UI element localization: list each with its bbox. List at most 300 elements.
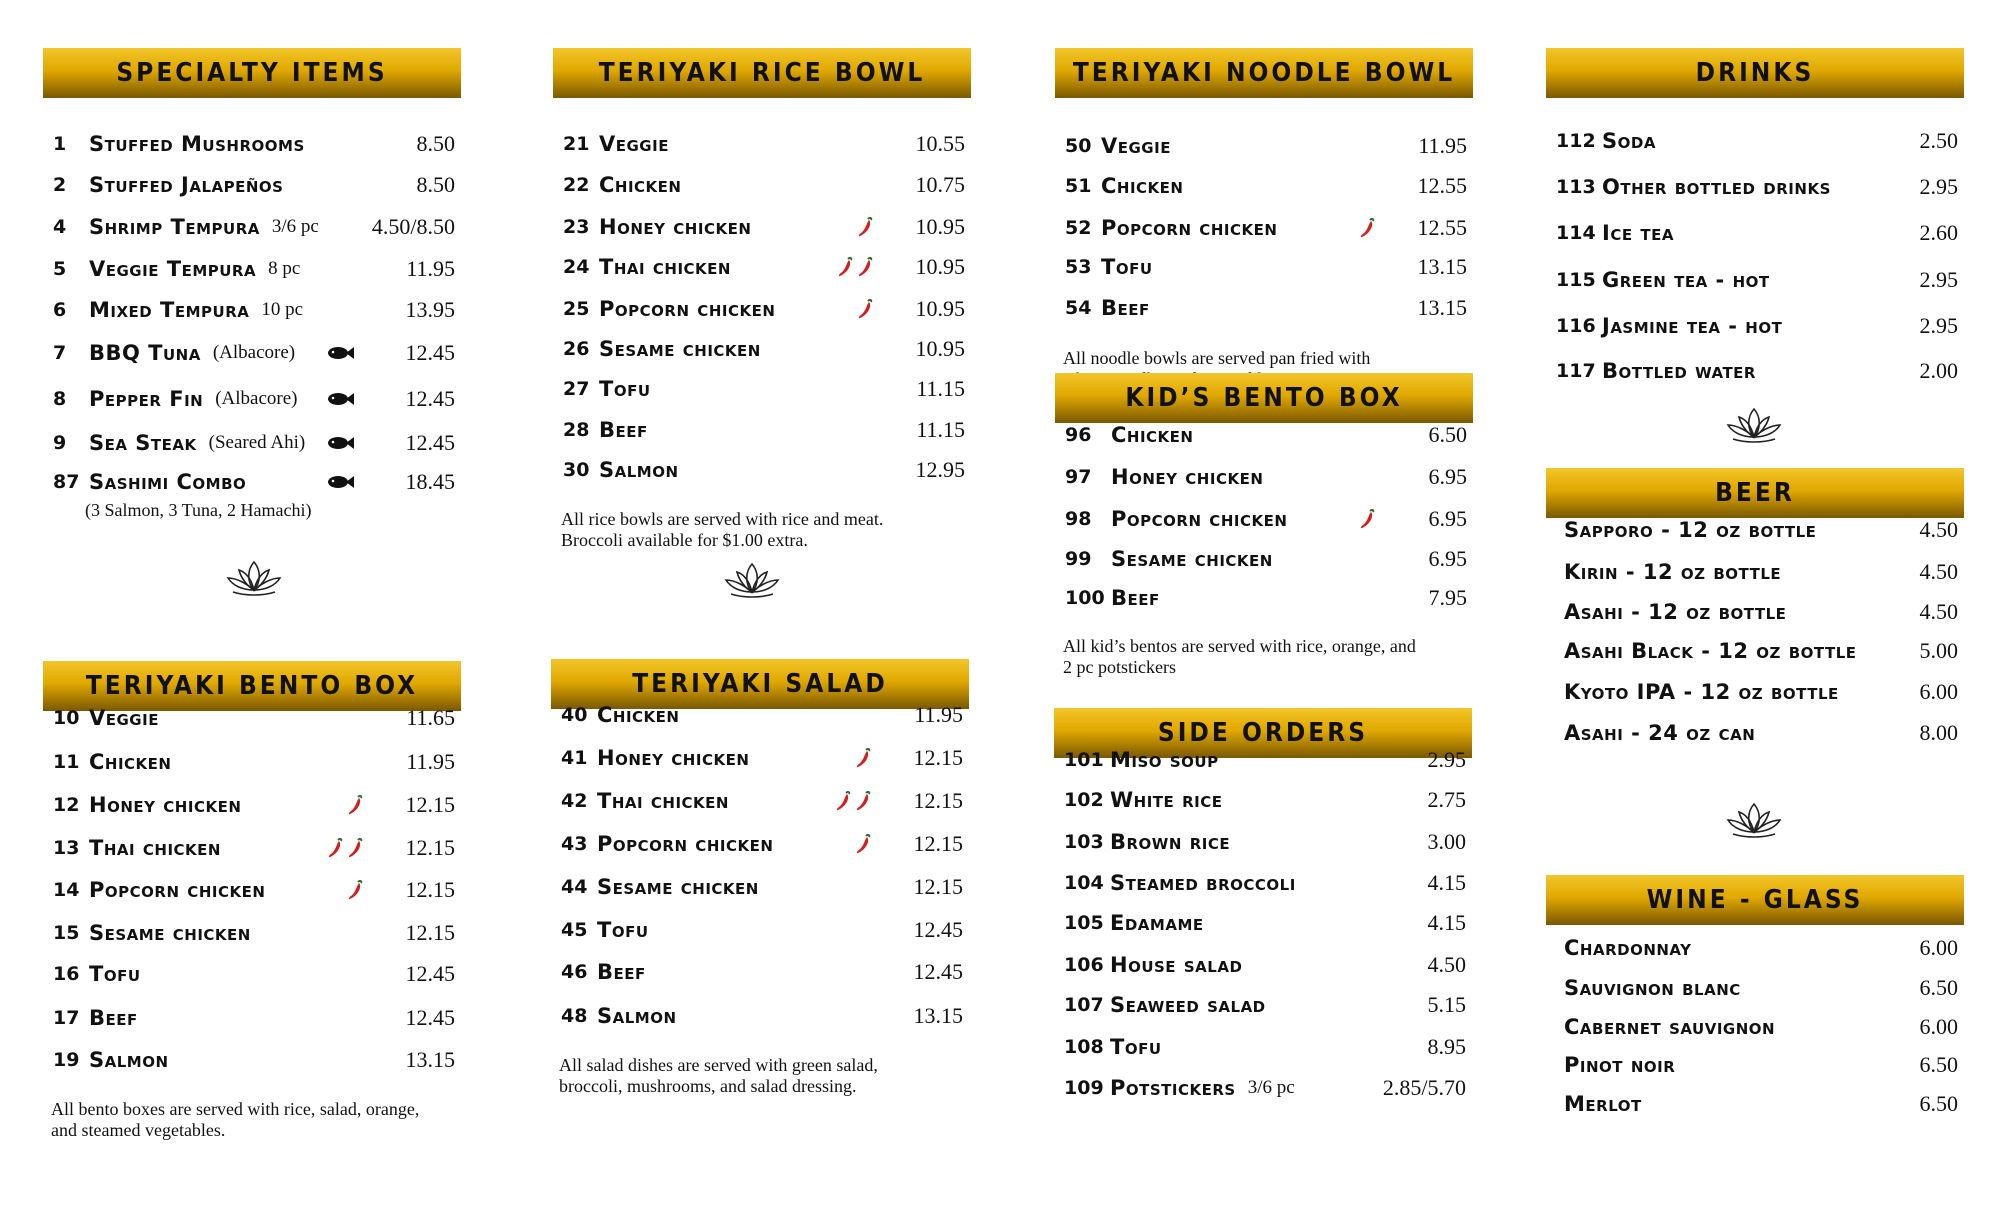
item-number: 54 xyxy=(1065,297,1092,319)
item-price: 12.15 xyxy=(405,877,455,902)
item-price: 8.00 xyxy=(1919,720,1958,745)
menu-item xyxy=(1064,824,1472,860)
item-price: 6.00 xyxy=(1919,935,1958,960)
section-note: (3 Salmon, 3 Tuna, 2 Hamachi) xyxy=(85,500,312,520)
item-price: 3.00 xyxy=(1427,829,1466,854)
chili-pepper-icon xyxy=(1359,508,1377,530)
item-number: 112 xyxy=(1556,130,1596,152)
menu-item xyxy=(53,915,461,951)
item-name: Chicken xyxy=(1111,423,1194,447)
section-note: All salad dishes are served with green salad, broccoli, mushrooms, and salad dressing. xyxy=(559,1055,878,1096)
section-side-orders xyxy=(1054,708,1472,1100)
item-price: 12.15 xyxy=(405,835,455,860)
item-name: Sesame chicken xyxy=(599,337,761,361)
chili-pepper-icon xyxy=(347,794,365,816)
item-number: 40 xyxy=(561,704,588,726)
item-name: House salad xyxy=(1110,953,1243,977)
item-name: Potstickers xyxy=(1110,1076,1236,1100)
item-number: 51 xyxy=(1065,175,1092,197)
item-price: 2.95 xyxy=(1919,267,1958,292)
item-name: Green tea - hot xyxy=(1602,268,1770,292)
item-name: White rice xyxy=(1110,788,1223,812)
item-name: Other bottled drinks xyxy=(1602,175,1831,199)
item-price: 10.95 xyxy=(915,296,965,321)
item-price: 6.00 xyxy=(1919,679,1958,704)
item-portion: (Albacore) xyxy=(215,388,298,409)
item-price: 6.95 xyxy=(1428,464,1467,489)
item-price: 12.15 xyxy=(913,831,963,856)
item-price: 4.15 xyxy=(1427,870,1466,895)
menu-item xyxy=(1556,353,1964,389)
item-number: 52 xyxy=(1065,217,1092,239)
item-number: 101 xyxy=(1064,749,1104,771)
item-number: 99 xyxy=(1065,548,1092,570)
menu-item xyxy=(561,783,969,819)
item-portion: 3/6 pc xyxy=(271,216,319,237)
item-name: Salmon xyxy=(599,458,679,482)
item-price: 12.45 xyxy=(405,430,455,455)
menu-item xyxy=(563,412,971,448)
item-name: Tofu xyxy=(1110,1035,1162,1059)
item-number: 43 xyxy=(561,833,588,855)
section-title: SIDE ORDERS xyxy=(1054,708,1472,758)
item-name: Honey chicken xyxy=(1111,465,1264,489)
section-note: All rice bowls are served with rice and meat. Broccoli available for $1.00 extra. xyxy=(561,509,884,550)
menu-item xyxy=(561,869,969,905)
item-price: 4.50 xyxy=(1919,599,1958,624)
item-price: 12.95 xyxy=(915,457,965,482)
item-name: Salmon xyxy=(597,1004,677,1028)
item-name: Popcorn chicken xyxy=(1111,507,1288,531)
item-name: Honey chicken xyxy=(599,215,752,239)
fish-icon xyxy=(327,345,355,361)
item-price: 12.45 xyxy=(405,1005,455,1030)
item-name: Miso soup xyxy=(1110,748,1219,772)
item-name: Thai chicken xyxy=(597,789,729,813)
item-number: 23 xyxy=(563,216,590,238)
chili-pepper-icon xyxy=(835,790,873,812)
item-price: 5.15 xyxy=(1427,992,1466,1017)
item-name: Asahi - 24 oz can xyxy=(1564,721,1756,745)
item-name: Tofu xyxy=(1101,255,1153,279)
item-name: Sesame chicken xyxy=(1111,547,1273,571)
menu-item xyxy=(53,167,461,203)
menu-item xyxy=(1065,501,1473,537)
item-price: 6.95 xyxy=(1428,546,1467,571)
menu-item xyxy=(1065,541,1473,577)
item-number: 114 xyxy=(1556,222,1596,244)
menu-item xyxy=(53,251,461,287)
section-note: All bento boxes are served with rice, salad, orange, and steamed vegetables. xyxy=(51,1099,420,1140)
item-name: Sauvignon blanc xyxy=(1564,976,1741,1000)
item-number: 102 xyxy=(1064,789,1104,811)
item-price: 10.95 xyxy=(915,254,965,279)
item-name: Popcorn chicken xyxy=(599,297,776,321)
item-number: 96 xyxy=(1065,424,1092,446)
item-number: 30 xyxy=(563,459,590,481)
item-name: Asahi Black - 12 oz bottle xyxy=(1564,639,1857,663)
item-price: 11.95 xyxy=(1418,133,1467,158)
chili-pepper-icon xyxy=(1359,217,1377,239)
menu-item xyxy=(563,452,971,488)
item-number: 108 xyxy=(1064,1036,1104,1058)
item-price: 11.15 xyxy=(916,376,965,401)
chili-pepper-icon xyxy=(855,833,873,855)
menu-item xyxy=(53,464,461,500)
item-price: 13.15 xyxy=(1417,254,1467,279)
item-name: Sapporo - 12 oz bottle xyxy=(1564,518,1817,542)
item-number: 97 xyxy=(1065,466,1092,488)
chili-pepper-icon xyxy=(347,879,365,901)
item-name: Brown rice xyxy=(1110,830,1231,854)
menu-item xyxy=(53,787,461,823)
item-price: 12.45 xyxy=(405,961,455,986)
item-price: 6.00 xyxy=(1919,1014,1958,1039)
item-name: Stuffed Jalapeños xyxy=(89,173,284,197)
section-teriyaki-noodle-bowl xyxy=(1055,48,1473,368)
item-price: 2.75 xyxy=(1427,787,1466,812)
item-number: 13 xyxy=(53,837,80,859)
item-number: 109 xyxy=(1064,1077,1104,1099)
item-price: 4.50 xyxy=(1919,559,1958,584)
item-number: 117 xyxy=(1556,360,1596,382)
item-price: 6.50 xyxy=(1919,1091,1958,1116)
item-name: Mixed Tempura xyxy=(89,298,250,322)
item-number: 10 xyxy=(53,707,80,729)
item-number: 53 xyxy=(1065,256,1092,278)
item-price: 6.95 xyxy=(1428,506,1467,531)
item-name: Chicken xyxy=(89,750,172,774)
menu-item xyxy=(563,331,971,367)
menu-item xyxy=(563,371,971,407)
item-number: 48 xyxy=(561,1005,588,1027)
item-portion: (Albacore) xyxy=(212,342,296,363)
item-number: 4 xyxy=(53,216,67,238)
menu-item xyxy=(1065,168,1473,204)
menu-item xyxy=(1558,970,1964,1006)
menu-item xyxy=(563,126,971,162)
item-number: 21 xyxy=(563,133,590,155)
menu-item xyxy=(1556,123,1964,159)
item-name: Stuffed Mushrooms xyxy=(89,132,305,156)
fish-icon xyxy=(327,391,355,407)
chili-pepper-icon xyxy=(855,747,873,769)
menu-item xyxy=(1064,742,1472,778)
fish-icon xyxy=(327,435,355,451)
item-price: 8.50 xyxy=(416,172,455,197)
section-wine-glass xyxy=(1546,875,1964,1116)
item-name: Salmon xyxy=(89,1048,169,1072)
menu-item xyxy=(53,700,461,736)
menu-item xyxy=(1064,1070,1472,1106)
menu-item xyxy=(53,872,461,908)
item-number: 5 xyxy=(53,258,67,280)
item-name: Tofu xyxy=(597,918,649,942)
item-price: 2.85/5.70 xyxy=(1382,1075,1466,1100)
item-name: Beef xyxy=(89,1006,138,1030)
item-number: 116 xyxy=(1556,315,1596,337)
item-name: Asahi - 12 oz bottle xyxy=(1564,600,1787,624)
section-title: TERIYAKI RICE BOWL xyxy=(553,48,971,98)
item-price: 2.00 xyxy=(1919,358,1958,383)
fish-icon xyxy=(327,474,355,490)
item-name: Chicken xyxy=(597,703,680,727)
menu-item xyxy=(1064,782,1472,818)
menu-item xyxy=(1556,169,1964,205)
chili-pepper-icon xyxy=(857,298,875,320)
menu-item xyxy=(53,1042,461,1078)
chili-pepper-icon xyxy=(857,216,875,238)
menu-item xyxy=(53,381,461,417)
item-name: BBQ Tuna xyxy=(89,341,201,365)
item-number: 6 xyxy=(53,299,67,321)
item-price: 6.50 xyxy=(1919,1052,1958,1077)
item-price: 6.50 xyxy=(1428,422,1467,447)
item-portion: 8 pc xyxy=(268,258,301,279)
item-number: 50 xyxy=(1065,135,1092,157)
item-portion: 10 pc xyxy=(261,299,304,320)
item-name: Soda xyxy=(1602,129,1656,153)
menu-item xyxy=(1556,308,1964,344)
item-number: 105 xyxy=(1064,912,1104,934)
item-number: 113 xyxy=(1556,176,1596,198)
item-price: 13.15 xyxy=(405,1047,455,1072)
section-note: All kid’s bentos are served with rice, orange, and 2 pc potstickers xyxy=(1063,636,1416,677)
section-title: TERIYAKI NOODLE BOWL xyxy=(1055,48,1473,98)
menu-item xyxy=(53,1000,461,1036)
item-price: 4.15 xyxy=(1427,910,1466,935)
item-number: 42 xyxy=(561,790,588,812)
menu-item xyxy=(1556,262,1964,298)
menu-item xyxy=(1064,905,1472,941)
item-name: Sashimi Combo xyxy=(89,470,247,494)
item-price: 2.95 xyxy=(1919,313,1958,338)
menu-item xyxy=(1065,128,1473,164)
menu-item xyxy=(1065,580,1473,616)
item-name: Ice tea xyxy=(1602,221,1674,245)
item-name: Pepper Fin xyxy=(89,387,204,411)
lotus-icon xyxy=(1725,800,1783,840)
item-name: Kyoto IPA - 12 oz bottle xyxy=(1564,680,1839,704)
item-name: Merlot xyxy=(1564,1092,1642,1116)
item-price: 12.55 xyxy=(1417,215,1467,240)
item-price: 8.50 xyxy=(416,131,455,156)
item-number: 46 xyxy=(561,961,588,983)
section-title: TERIYAKI BENTO BOX xyxy=(43,661,461,711)
item-price: 11.95 xyxy=(406,749,455,774)
item-number: 27 xyxy=(563,378,590,400)
menu-item xyxy=(1558,930,1964,966)
menu-item xyxy=(563,167,971,203)
section-teriyaki-salad xyxy=(551,659,969,1096)
lotus-icon xyxy=(723,560,781,600)
menu-item xyxy=(1064,947,1472,983)
item-name: Thai chicken xyxy=(89,836,221,860)
item-price: 12.45 xyxy=(913,959,963,984)
section-kids-bento-box xyxy=(1055,373,1473,677)
item-name: Tofu xyxy=(89,962,141,986)
menu-item xyxy=(53,830,461,866)
item-name: Popcorn chicken xyxy=(1101,216,1278,240)
section-note: All noodle bowls are served pan fried with xyxy=(1063,348,1371,368)
item-number: 8 xyxy=(53,388,67,410)
item-price: 12.45 xyxy=(913,917,963,942)
item-number: 11 xyxy=(53,751,80,773)
item-price: 12.15 xyxy=(405,920,455,945)
chili-pepper-icon xyxy=(327,837,365,859)
menu-item xyxy=(1558,674,1964,710)
item-name: Beef xyxy=(1101,296,1150,320)
menu-item xyxy=(53,209,461,245)
item-name: Veggie xyxy=(599,132,669,156)
section-title: BEER xyxy=(1546,468,1964,518)
item-price: 8.95 xyxy=(1427,1034,1466,1059)
item-price: 13.15 xyxy=(913,1003,963,1028)
item-price: 11.95 xyxy=(406,256,455,281)
item-number: 106 xyxy=(1064,954,1104,976)
menu-item xyxy=(1556,215,1964,251)
menu-item xyxy=(1065,417,1473,453)
item-price: 4.50 xyxy=(1919,517,1958,542)
item-number: 19 xyxy=(53,1049,80,1071)
menu-item xyxy=(1065,459,1473,495)
item-name: Beef xyxy=(597,960,646,984)
item-price: 12.45 xyxy=(405,340,455,365)
menu-item xyxy=(1558,715,1964,751)
section-beer xyxy=(1546,468,1964,745)
item-number: 14 xyxy=(53,879,80,901)
item-name: Cabernet sauvignon xyxy=(1564,1015,1776,1039)
menu-item xyxy=(1064,987,1472,1023)
item-price: 12.15 xyxy=(913,788,963,813)
item-name: Thai chicken xyxy=(599,255,731,279)
item-name: Beef xyxy=(599,418,648,442)
menu-item xyxy=(1065,249,1473,285)
item-name: Honey chicken xyxy=(89,793,242,817)
item-number: 87 xyxy=(53,471,80,493)
menu-item xyxy=(561,697,969,733)
item-portion: (Seared Ahi) xyxy=(208,432,306,453)
item-name: Tofu xyxy=(599,377,651,401)
menu-item xyxy=(53,956,461,992)
item-number: 17 xyxy=(53,1007,80,1029)
menu-item xyxy=(1558,594,1964,630)
item-number: 9 xyxy=(53,432,67,454)
item-price: 4.50 xyxy=(1427,952,1466,977)
item-price: 10.55 xyxy=(915,131,965,156)
item-number: 26 xyxy=(563,338,590,360)
item-number: 45 xyxy=(561,919,588,941)
menu-item xyxy=(561,912,969,948)
menu-item xyxy=(53,425,461,461)
item-price: 6.50 xyxy=(1919,975,1958,1000)
item-name: Kirin - 12 oz bottle xyxy=(1564,560,1782,584)
item-number: 12 xyxy=(53,794,80,816)
item-number: 28 xyxy=(563,419,590,441)
item-price: 2.50 xyxy=(1919,128,1958,153)
item-price: 2.95 xyxy=(1919,174,1958,199)
menu-item xyxy=(561,954,969,990)
item-name: Sesame chicken xyxy=(89,921,251,945)
menu-item xyxy=(561,740,969,776)
item-name: Sea Steak xyxy=(89,431,197,455)
item-number: 44 xyxy=(561,876,588,898)
item-name: Veggie xyxy=(89,706,159,730)
item-price: 12.15 xyxy=(405,792,455,817)
item-name: Beef xyxy=(1111,586,1160,610)
item-number: 41 xyxy=(561,747,588,769)
item-name: Chicken xyxy=(599,173,682,197)
item-price: 10.75 xyxy=(915,172,965,197)
item-price: 10.95 xyxy=(915,336,965,361)
menu-item xyxy=(563,249,971,285)
item-price: 2.60 xyxy=(1919,220,1958,245)
item-price: 11.95 xyxy=(914,702,963,727)
section-title: SPECIALTY ITEMS xyxy=(43,48,461,98)
item-name: Popcorn chicken xyxy=(89,878,266,902)
item-name: Jasmine tea - hot xyxy=(1602,314,1783,338)
section-title: WINE - GLASS xyxy=(1546,875,1964,925)
menu-item xyxy=(1558,554,1964,590)
item-price: 10.95 xyxy=(915,214,965,239)
item-number: 100 xyxy=(1065,587,1105,609)
item-number: 7 xyxy=(53,342,67,364)
item-number: 98 xyxy=(1065,508,1092,530)
item-name: Pinot noir xyxy=(1564,1053,1676,1077)
section-title: TERIYAKI SALAD xyxy=(551,659,969,709)
menu-item xyxy=(563,209,971,245)
menu-item xyxy=(561,998,969,1034)
item-price: 4.50/8.50 xyxy=(371,214,455,239)
item-price: 11.65 xyxy=(406,705,455,730)
item-price: 2.95 xyxy=(1427,747,1466,772)
item-price: 13.95 xyxy=(405,297,455,322)
item-number: 24 xyxy=(563,256,590,278)
item-price: 13.15 xyxy=(1417,295,1467,320)
section-drinks xyxy=(1546,48,1964,383)
menu-item xyxy=(1558,512,1964,548)
menu-item xyxy=(1558,633,1964,669)
menu-item xyxy=(1558,1086,1964,1122)
item-number: 107 xyxy=(1064,994,1104,1016)
item-name: Seaweed salad xyxy=(1110,993,1266,1017)
chili-pepper-icon xyxy=(837,256,875,278)
menu-item xyxy=(53,744,461,780)
section-title: DRINKS xyxy=(1546,48,1964,98)
item-price: 18.45 xyxy=(405,469,455,494)
item-name: Veggie Tempura xyxy=(89,257,257,281)
item-number: 22 xyxy=(563,174,590,196)
item-number: 1 xyxy=(53,133,67,155)
item-name: Sesame chicken xyxy=(597,875,759,899)
menu-item xyxy=(53,126,461,162)
section-teriyaki-bento-box xyxy=(43,661,461,1140)
item-number: 2 xyxy=(53,174,67,196)
menu-item xyxy=(1558,1009,1964,1045)
section-specialty-items xyxy=(43,48,461,520)
item-name: Honey chicken xyxy=(597,746,750,770)
item-number: 25 xyxy=(563,298,590,320)
item-name: Shrimp Tempura xyxy=(89,215,260,239)
lotus-icon xyxy=(1725,405,1783,445)
item-name: Chicken xyxy=(1101,174,1184,198)
item-price: 7.95 xyxy=(1428,585,1467,610)
section-teriyaki-rice-bowl xyxy=(553,48,971,550)
item-number: 16 xyxy=(53,963,80,985)
item-number: 15 xyxy=(53,922,80,944)
menu-item xyxy=(1064,865,1472,901)
item-name: Chardonnay xyxy=(1564,936,1692,960)
